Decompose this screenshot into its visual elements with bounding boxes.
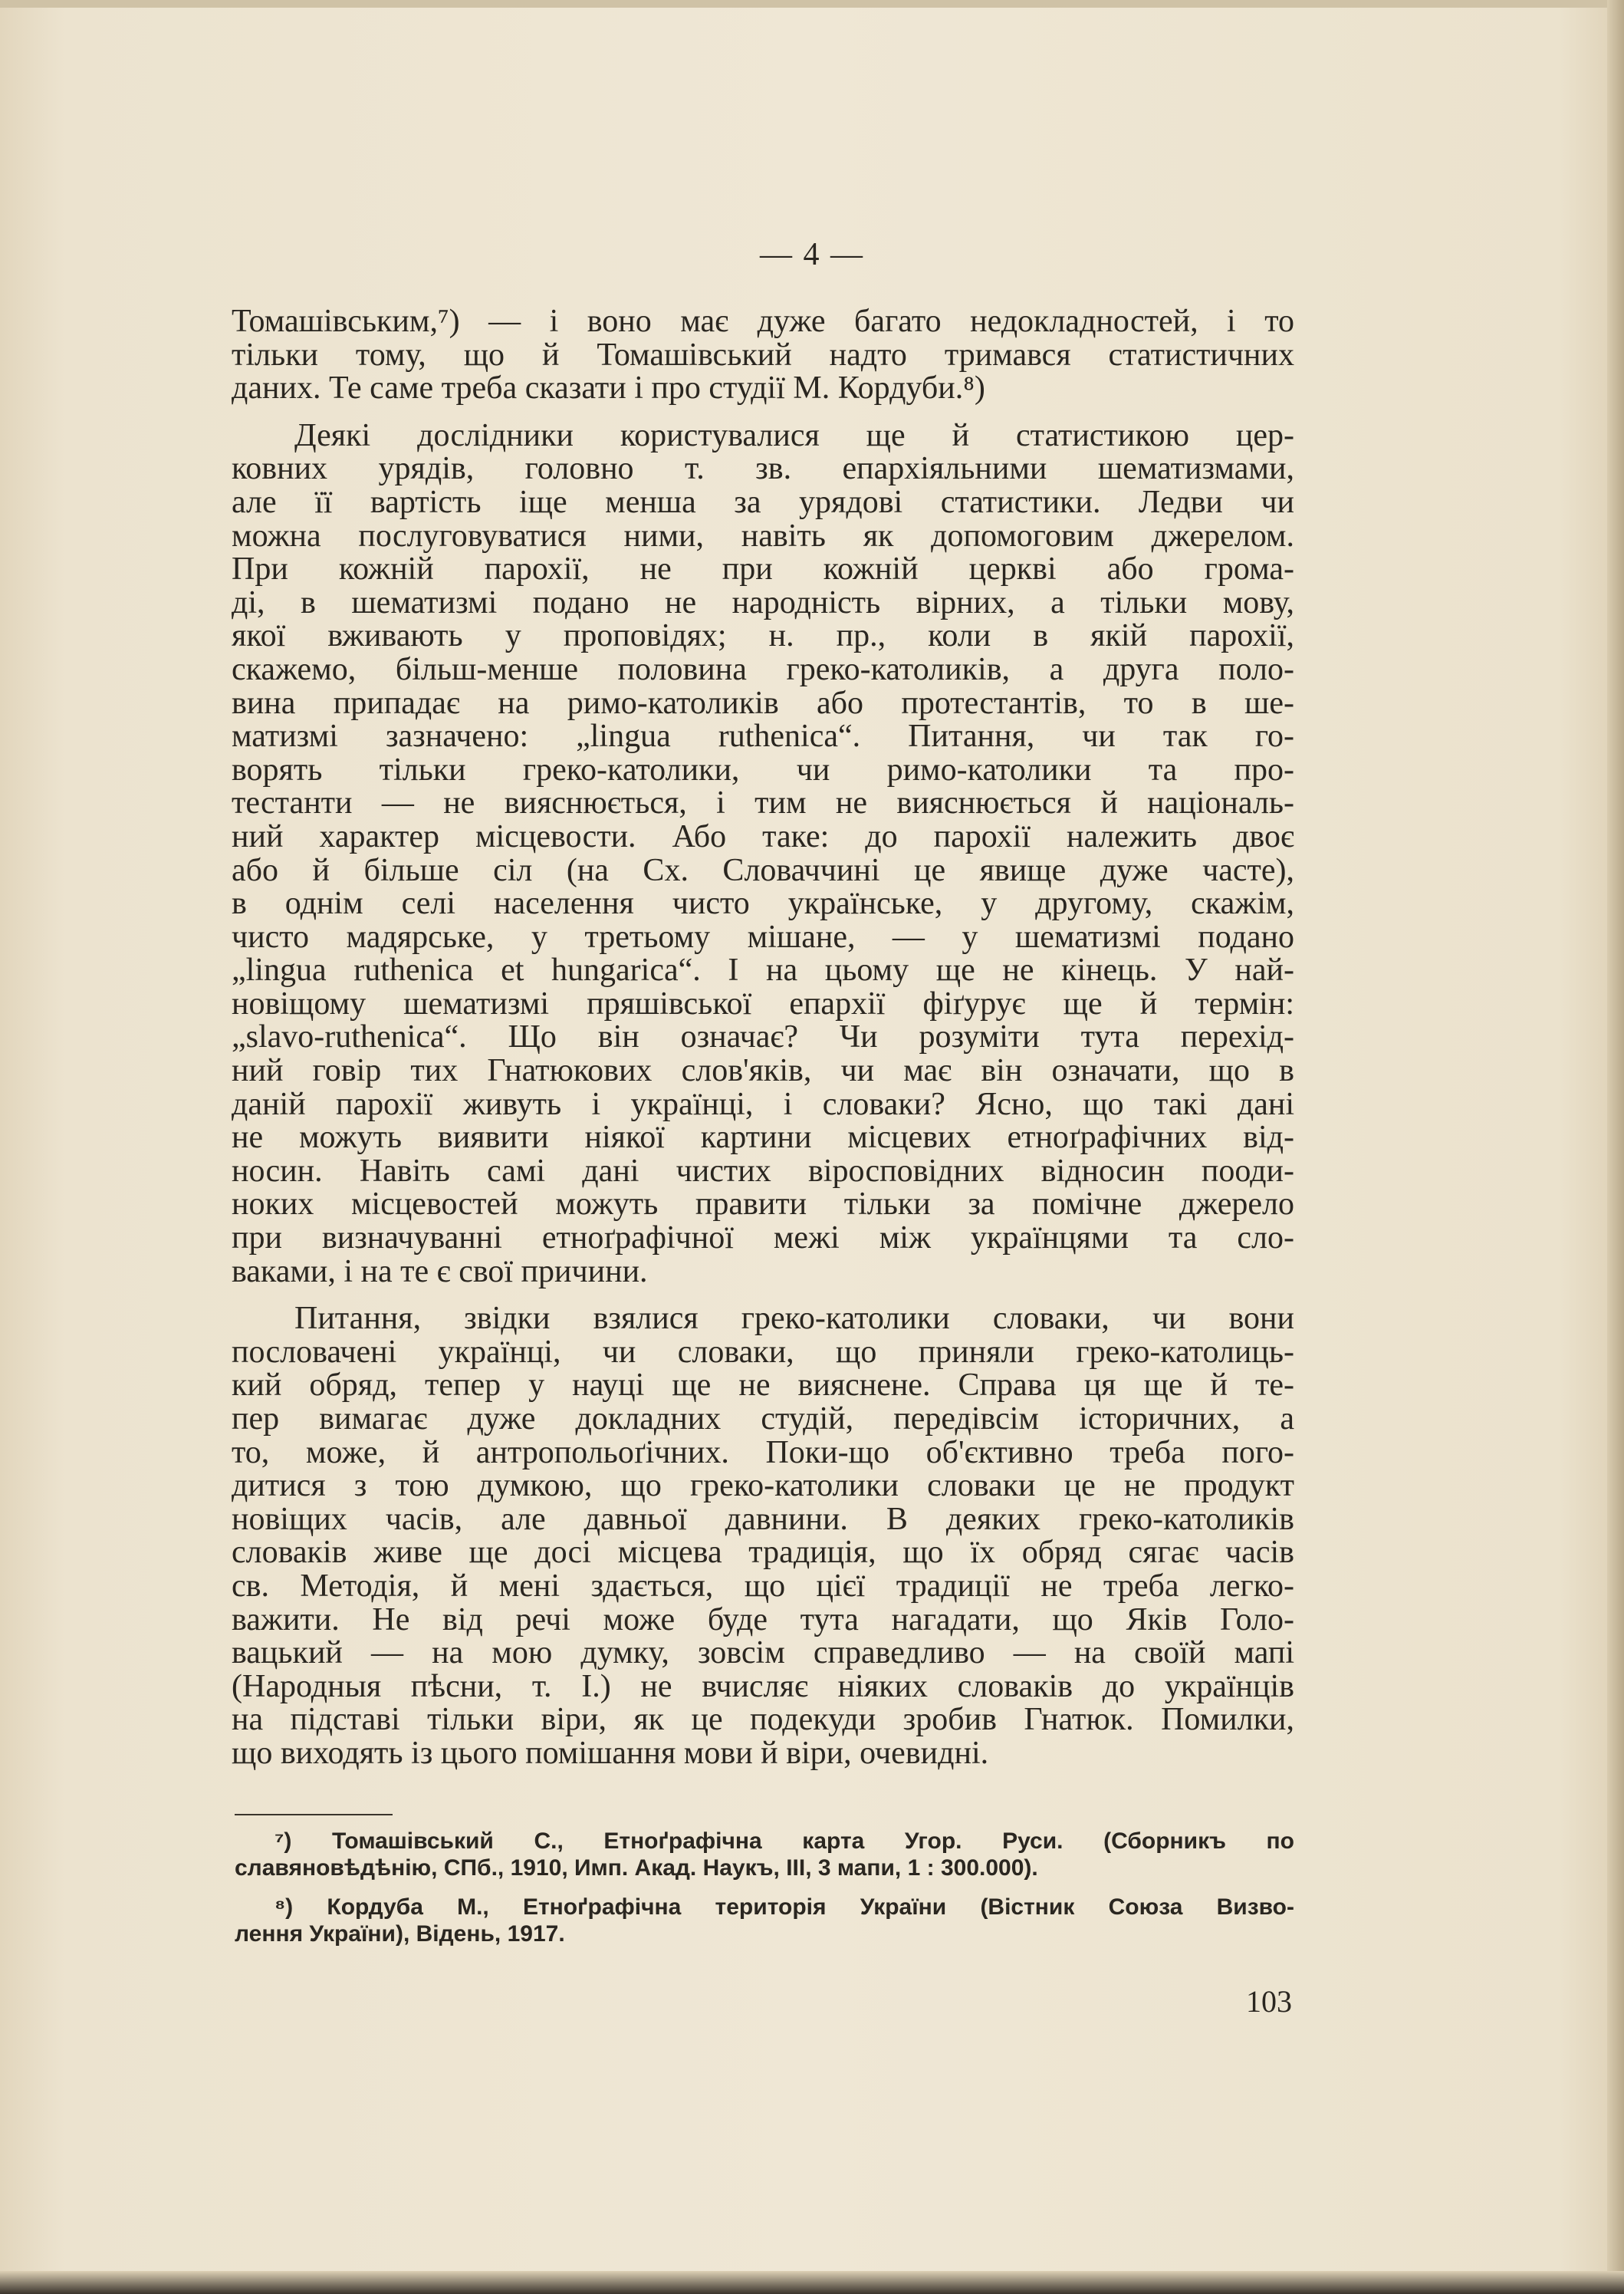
- footnotes: [235, 1828, 1294, 1947]
- text-line: що виходять із цього помішання мови й віри, очевидні.: [232, 1735, 989, 1771]
- text-line: пословачені українці, чи словаки, що приняли греко-католиць-: [232, 1334, 1294, 1370]
- text-line: матизмі зазначено: „lingua ruthenica“. Питання, чи так го-: [232, 719, 1294, 755]
- text-line: вина припадає на римо-католиків або протестантів, то в ше-: [232, 685, 1294, 721]
- text-line: словаків живе ще досі місцева традиція, що їх обряд сягає часів: [232, 1535, 1294, 1571]
- text-line: скажемо, більш-менше половина греко-католиків, а друга поло-: [232, 651, 1294, 687]
- text-line: або й більше сіл (на Сх. Словаччині це явище дуже часте),: [232, 852, 1294, 888]
- paragraph-2: [232, 417, 1294, 1289]
- text-line: ний характер місцевости. Або таке: до парохії належить двоє: [232, 818, 1294, 854]
- text-line: „lingua ruthenica et hungarica“. І на цьому ще не кінець. У най-: [232, 953, 1294, 989]
- text-line: в однім селі населення чисто українське, у другому, скажім,: [232, 886, 1294, 922]
- text-line: не можуть виявити ніякої картини місцевих етноґрафічних від-: [232, 1120, 1294, 1156]
- text-line: При кожній парохії, не при кожній церкві або грома-: [232, 551, 1294, 587]
- text-line: ворять тільки греко-католики, чи римо-католики та про-: [232, 752, 1294, 788]
- text-line: носин. Навіть самі дані чистих віросповідних відносин пооди-: [232, 1153, 1294, 1189]
- footnote-8: [235, 1894, 1294, 1947]
- folio-number: 103: [1246, 1984, 1292, 2019]
- footnote-7: [235, 1828, 1294, 1881]
- text-line: на підставі тільки віри, як це подекуди зробив Гнатюк. Помилки,: [232, 1702, 1294, 1738]
- text-line: даних. Те саме треба сказати і про студії М. Кордуби.⁸): [232, 370, 985, 406]
- footnote-line: ⁷) Томашівський С., Етноґрафічна карта Угор. Руси. (Сборникъ по: [275, 1828, 1294, 1854]
- text-line: але її вартість іще менша за урядові статистики. Ледви чи: [232, 484, 1294, 520]
- text-line: тестанти — не вияснюється, і тим не вияснюється й національ-: [232, 785, 1294, 821]
- footnote-rule: [235, 1814, 393, 1815]
- text-line: ковних урядів, головно т. зв. епархіяльними шематизмами,: [232, 451, 1294, 487]
- text-line: Деякі дослідники користувалися ще й статистикою цер-: [294, 417, 1294, 453]
- text-line: (Народныя пѣсни, т. I.) не вчисляє ніяких словаків до українців: [232, 1668, 1294, 1704]
- page-marker: — 4 —: [760, 237, 864, 272]
- text-line: Питання, звідки взялися греко-католики словаки, чи вони: [294, 1301, 1294, 1337]
- text-line: ний говір тих Гнатюкових слов'яків, чи має він означати, що в: [232, 1053, 1294, 1089]
- text-line: „slavo-ruthenica“. Що він означає? Чи розуміти тута перехід-: [232, 1019, 1294, 1055]
- text-line: тільки тому, що й Томашівський надто тримався статистичних: [232, 337, 1294, 373]
- page-edge-bottom: [0, 2271, 1624, 2294]
- page-edge-top: [0, 0, 1624, 8]
- text-line: вацький — на мою думку, зовсім справедливо — на своїй мапі: [232, 1635, 1294, 1671]
- text-line: Томашівським,⁷) — і воно має дуже багато недокладностей, і то: [232, 304, 1294, 339]
- text-line: ваками, і на те є свої причини.: [232, 1253, 648, 1289]
- text-line: дитися з тою думкою, що греко-католики словаки це не продукт: [232, 1468, 1294, 1504]
- text-line: то, може, й антропольоґічних. Поки-що об'єктивно треба пого-: [232, 1434, 1294, 1470]
- paragraph-3: [232, 1302, 1294, 1770]
- text-line: пер вимагає дуже докладних студій, передівсім історичних, а: [232, 1401, 1294, 1437]
- footnote-line: ⁸) Кордуба М., Етноґрафічна територія України (Вістник Союза Визво-: [275, 1894, 1294, 1920]
- text-line: св. Методія, й мені здається, що цієї традиції не треба легко-: [232, 1568, 1294, 1604]
- footnote-line: славяновѣдѣнію, СПб., 1910, Имп. Акад. Наукъ, III, 3 мапи, 1 : 300.000).: [235, 1855, 1038, 1881]
- text-line: важити. Не від речі може буде тута нагадати, що Яків Голо-: [232, 1601, 1294, 1637]
- body-text: [232, 305, 1294, 1771]
- text-line: при визначуванні етноґрафічної межі між українцями та сло-: [232, 1220, 1294, 1256]
- footnote-line: лення України), Відень, 1917.: [235, 1921, 565, 1947]
- text-line: новіщих часів, але давньої давнини. В деяких греко-католиків: [232, 1501, 1294, 1537]
- text-line: чисто мадярське, у третьому мішане, — у шематизмі подано: [232, 919, 1294, 955]
- text-line: кий обряд, тепер у науці ще не вияснене. Справа ця ще й те-: [232, 1368, 1294, 1404]
- text-line: можна послуговуватися ними, навіть як допомоговим джерелом.: [232, 518, 1294, 554]
- text-line: якої вживають у проповідях; н. пр., коли в якій парохії,: [232, 618, 1294, 654]
- text-line: ноких місцевостей можуть правити тільки за помічне джерело: [232, 1186, 1294, 1223]
- paragraph-1: [232, 305, 1294, 406]
- text-line: ді, в шематизмі подано не народність вірних, а тільки мову,: [232, 584, 1294, 620]
- text-line: новіщому шематизмі пряшівської епархії фіґурує ще й термін:: [232, 986, 1294, 1022]
- text-line: даній парохії живуть і українці, і словаки? Ясно, що такі дані: [232, 1086, 1294, 1122]
- page-edge-right: [1607, 0, 1624, 2294]
